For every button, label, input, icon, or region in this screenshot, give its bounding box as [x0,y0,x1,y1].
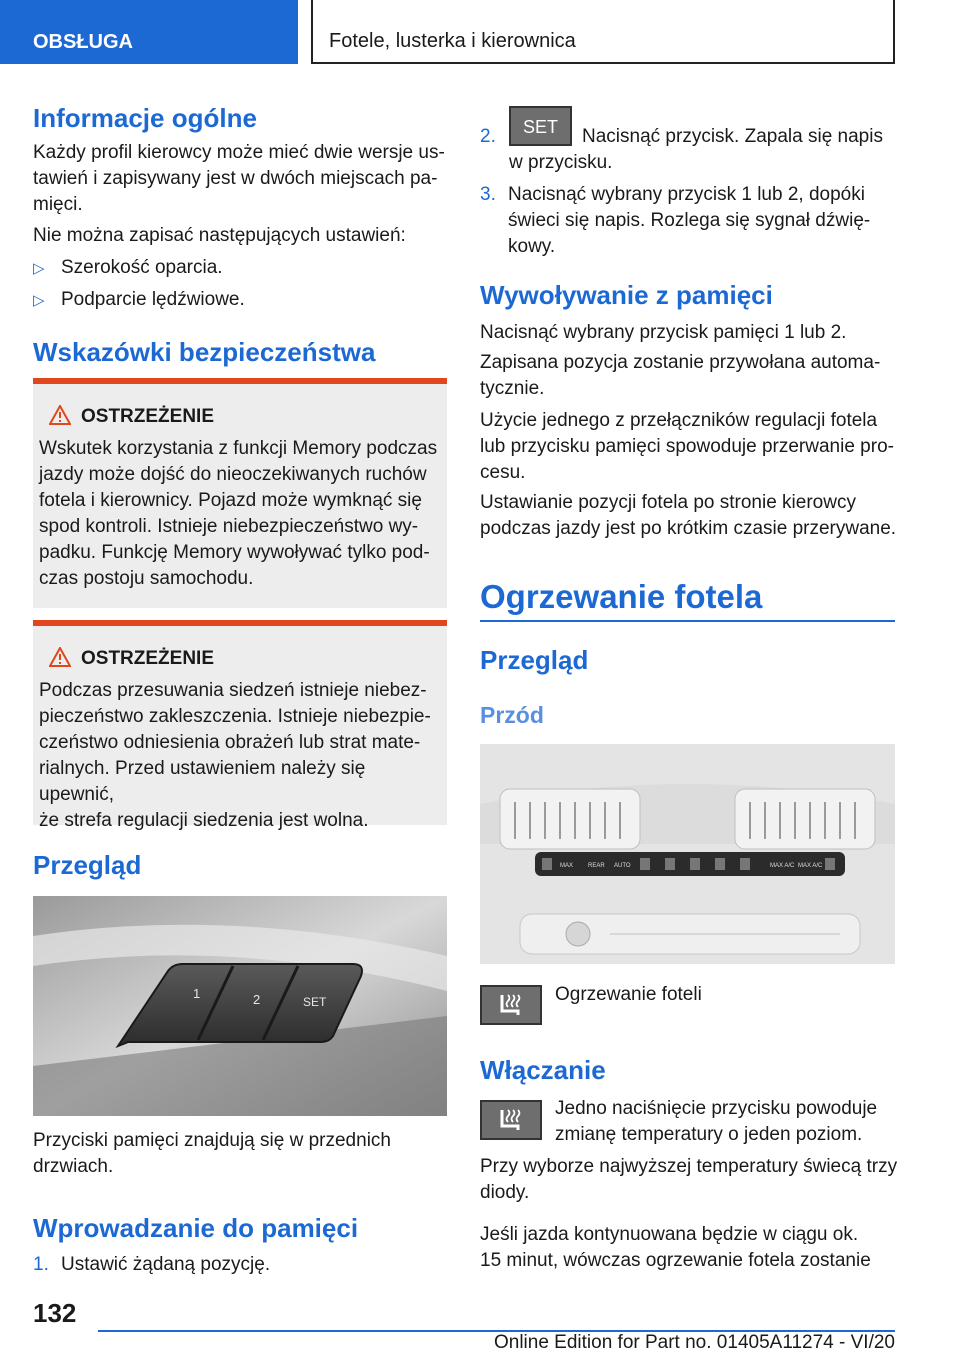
set-button-icon: SET [509,106,572,146]
warning-title: OSTRZEŻENIE [49,402,439,432]
step-2-text-cont: w przycisku. [509,152,613,173]
triangle-bullet-icon: ▷ [33,260,45,277]
climate-panel-photo [480,744,895,964]
footer-edition: Online Edition for Part no. 01405A11274 - VI/20 [493,1332,895,1353]
warning-triangle-icon [49,405,71,425]
recall-heading: Wywoływanie z pamięci [480,280,773,310]
section-tab: OBSŁUGA [0,0,298,64]
step-1: 1. Ustawić żądaną pozycję. [33,1254,271,1275]
memory-button-1: 1 [193,986,201,1001]
recall-paragraph: Użycie jednego z przełączników regulacji fotela lub przycisku pamięci spowoduje przerwanie pro‐ cesu. [480,410,894,483]
chapter-title: Fotele, lusterka i kierownica [311,0,895,64]
on-heading: Włączanie [480,1055,606,1085]
triangle-bullet-icon: ▷ [33,292,45,309]
seat-heating-icon [480,985,542,1025]
overview-heading: Przegląd [33,850,142,880]
page-number: 132 [33,1298,77,1328]
memory-button-2: 2 [253,992,261,1007]
panel-button: MAX A/C [798,863,823,869]
photo-caption: Przyciski pamięci znajdują się w przednich drzwiach. [33,1130,391,1177]
step-3: 3. Nacisnąć wybrany przycisk 1 lub 2, dopóki świeci się napis. Rozlega się sygnał dźwię‐ kowy. [480,184,871,257]
panel-button: MAX [560,863,574,869]
recall-paragraph: Nacisnąć wybrany przycisk pamięci 1 lub 2. [480,322,847,343]
memory-heading: Wprowadzanie do pamięci [33,1213,359,1243]
memory-buttons-photo [33,896,447,1116]
on-paragraph: Przy wyborze najwyższej temperatury świecą trzy diody. [480,1156,898,1203]
bullet-item: ▷ Podparcie lędźwiowe. [33,287,245,314]
bullet-item: ▷ Szerokość oparcia. [33,255,223,282]
info-paragraph-2: Nie można zapisać następujących ustawień: [33,225,406,246]
warning-triangle-icon [49,647,71,667]
heading-rule [480,620,895,622]
memory-button-set: SET [303,995,327,1009]
warning-text: Wskutek korzystania z funkcji Memory podczas jazdy może dojść do nieoczekiwanych ruchów fotela i kierownicy. Pojazd może wymknąć się spod kontroli. Istnieje niebezpieczeństwo wy‐ padku. Funkcję Memory wywoływać tylko pod‐ czas postoju samochodu. [39,438,438,589]
info-heading: Informacje ogólne [33,103,257,133]
heating-heading: Ogrzewanie fotela [480,578,763,615]
safety-heading: Wskazówki bezpieczeństwa [33,337,376,367]
icon-label: Ogrzewanie foteli [555,984,702,1005]
recall-paragraph: Ustawianie pozycji fotela po stronie kierowcy podczas jazdy jest po krótkim czasie przerywane. [480,492,897,539]
warning-box [33,378,447,608]
overview-heading-right: Przegląd [480,645,589,675]
warning-title: OSTRZEŻENIE [49,644,439,674]
on-paragraph: Jeśli jazda kontynuowana będzie w ciągu ok. 15 minut, wówczas ogrzewanie fotela zostanie [480,1224,871,1271]
panel-button: AUTO [614,863,631,869]
warning-text: Podczas przesuwania siedzeń istnieje niebez‐ pieczeństwo zakleszczenia. Istnieje niebezpie‐ czeństwo odniesienia obrażeń lub strat mate‐ rialnych. Przed ustawieniem należy się upewnić, że strefa regulacji siedzenia jest wolna. [39,680,431,831]
front-heading: Przód [480,702,544,728]
warning-box [33,620,447,831]
on-paragraph: Jedno naciśnięcie przycisku powoduje zmianę temperatury o jeden poziom. [555,1098,878,1145]
recall-paragraph: Zapisana pozycja zostanie przywołana automa‐ tycznie. [480,352,881,399]
panel-button: REAR [588,863,605,869]
seat-heating-icon [480,1100,542,1140]
panel-button: MAX A/C [770,863,795,869]
info-paragraph-1: Każdy profil kierowcy może mieć dwie wersje us‐ tawień i zapisywany jest w dwóch miejscach pa‐ mięci. [33,142,445,215]
step-2-text: Nacisnąć przycisk. Zapala się napis [582,126,883,147]
step-2: 2. [480,126,496,147]
